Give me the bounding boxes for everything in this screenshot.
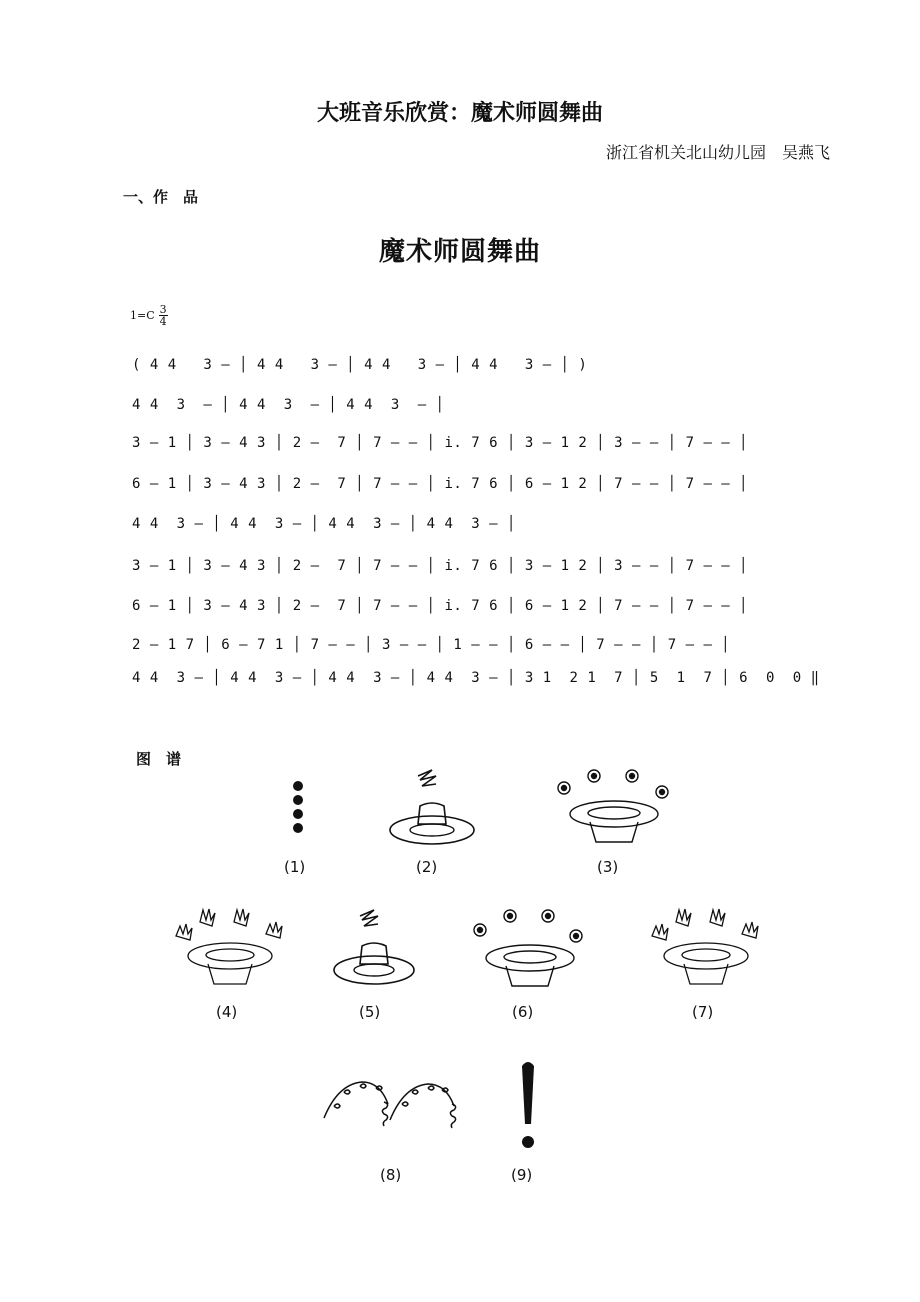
- hat-zigzag-icon-2: [324, 906, 420, 992]
- hat-eyes-icon-2: [468, 904, 594, 996]
- hat-zigzag-icon: [380, 766, 480, 852]
- score-line-6: 3 – 1 │ 3 – 4 3 │ 2 – 7 │ 7 – – │ i. 7 6 │ 3 – 1 2 │ 3 – – │ 7 – – │: [132, 558, 749, 574]
- score-line-4: 6 – 1 │ 3 – 4 3 │ 2 – 7 │ 7 – – │ i. 7 6 │ 6 – 1 2 │ 7 – – │ 7 – – │: [132, 476, 749, 492]
- score-line-3: 3 – 1 │ 3 – 4 3 │ 2 – 7 │ 7 – – │ i. 7 6 │ 3 – 1 2 │ 3 – – │ 7 – – │: [132, 435, 749, 451]
- figure-label-1: (1): [284, 858, 306, 876]
- score-line-5: 4 4 3 – │ 4 4 3 – │ 4 4 3 – │ 4 4 3 – │: [132, 516, 516, 532]
- figure-label-3: (3): [597, 858, 619, 876]
- key-signature: [130, 304, 168, 327]
- figure-label-7: (7): [692, 1003, 714, 1021]
- key-text: 1=C: [130, 309, 155, 322]
- score-line-7: 6 – 1 │ 3 – 4 3 │ 2 – 7 │ 7 – – │ i. 7 6 │ 6 – 1 2 │ 7 – – │ 7 – – │: [132, 598, 749, 614]
- figure-label-9: (9): [511, 1166, 533, 1184]
- time-bottom: 4: [159, 315, 167, 328]
- score-line-2: 4 4 3 – │ 4 4 3 – │ 4 4 3 – │: [132, 397, 445, 413]
- hat-eyes-icon: [552, 766, 678, 856]
- dots-icon: [286, 778, 312, 842]
- hat-hands-icon: [170, 906, 294, 998]
- hat-hands-icon-2: [646, 906, 770, 998]
- figure-label-6: (6): [512, 1003, 534, 1021]
- exclamation-icon: [512, 1058, 546, 1154]
- time-top: 3: [159, 303, 167, 316]
- time-signature: [159, 304, 168, 327]
- document-title: 大班音乐欣赏：魔术师圆舞曲: [316, 101, 603, 126]
- tupu-heading: 图 谱: [136, 750, 182, 768]
- score-line-9: 4 4 3 – │ 4 4 3 – │ 4 4 3 – │ 4 4 3 – │ 3 1 2 1 7 │ 5 1 7 │ 6 0 0 ‖: [132, 670, 820, 686]
- figure-label-5: (5): [359, 1003, 381, 1021]
- figure-label-4: (4): [216, 1003, 238, 1021]
- score-line-8: 2 – 1 7 │ 6 – 7 1 │ 7 – – │ 3 – – │ 1 – – │ 6 – – │ 7 – – │ 7 – – │: [132, 637, 731, 653]
- figure-label-8: (8): [380, 1166, 402, 1184]
- swirl-arcs-icon: [318, 1074, 468, 1134]
- author-line: 浙江省机关北山幼儿园 吴燕飞: [605, 143, 830, 162]
- figure-label-2: (2): [416, 858, 438, 876]
- score-line-1: ( 4 4 3 – │ 4 4 3 – │ 4 4 3 – │ 4 4 3 – │ ): [132, 357, 588, 373]
- song-title: 魔术师圆舞曲: [378, 237, 541, 267]
- section-heading: 一、作 品: [123, 188, 199, 206]
